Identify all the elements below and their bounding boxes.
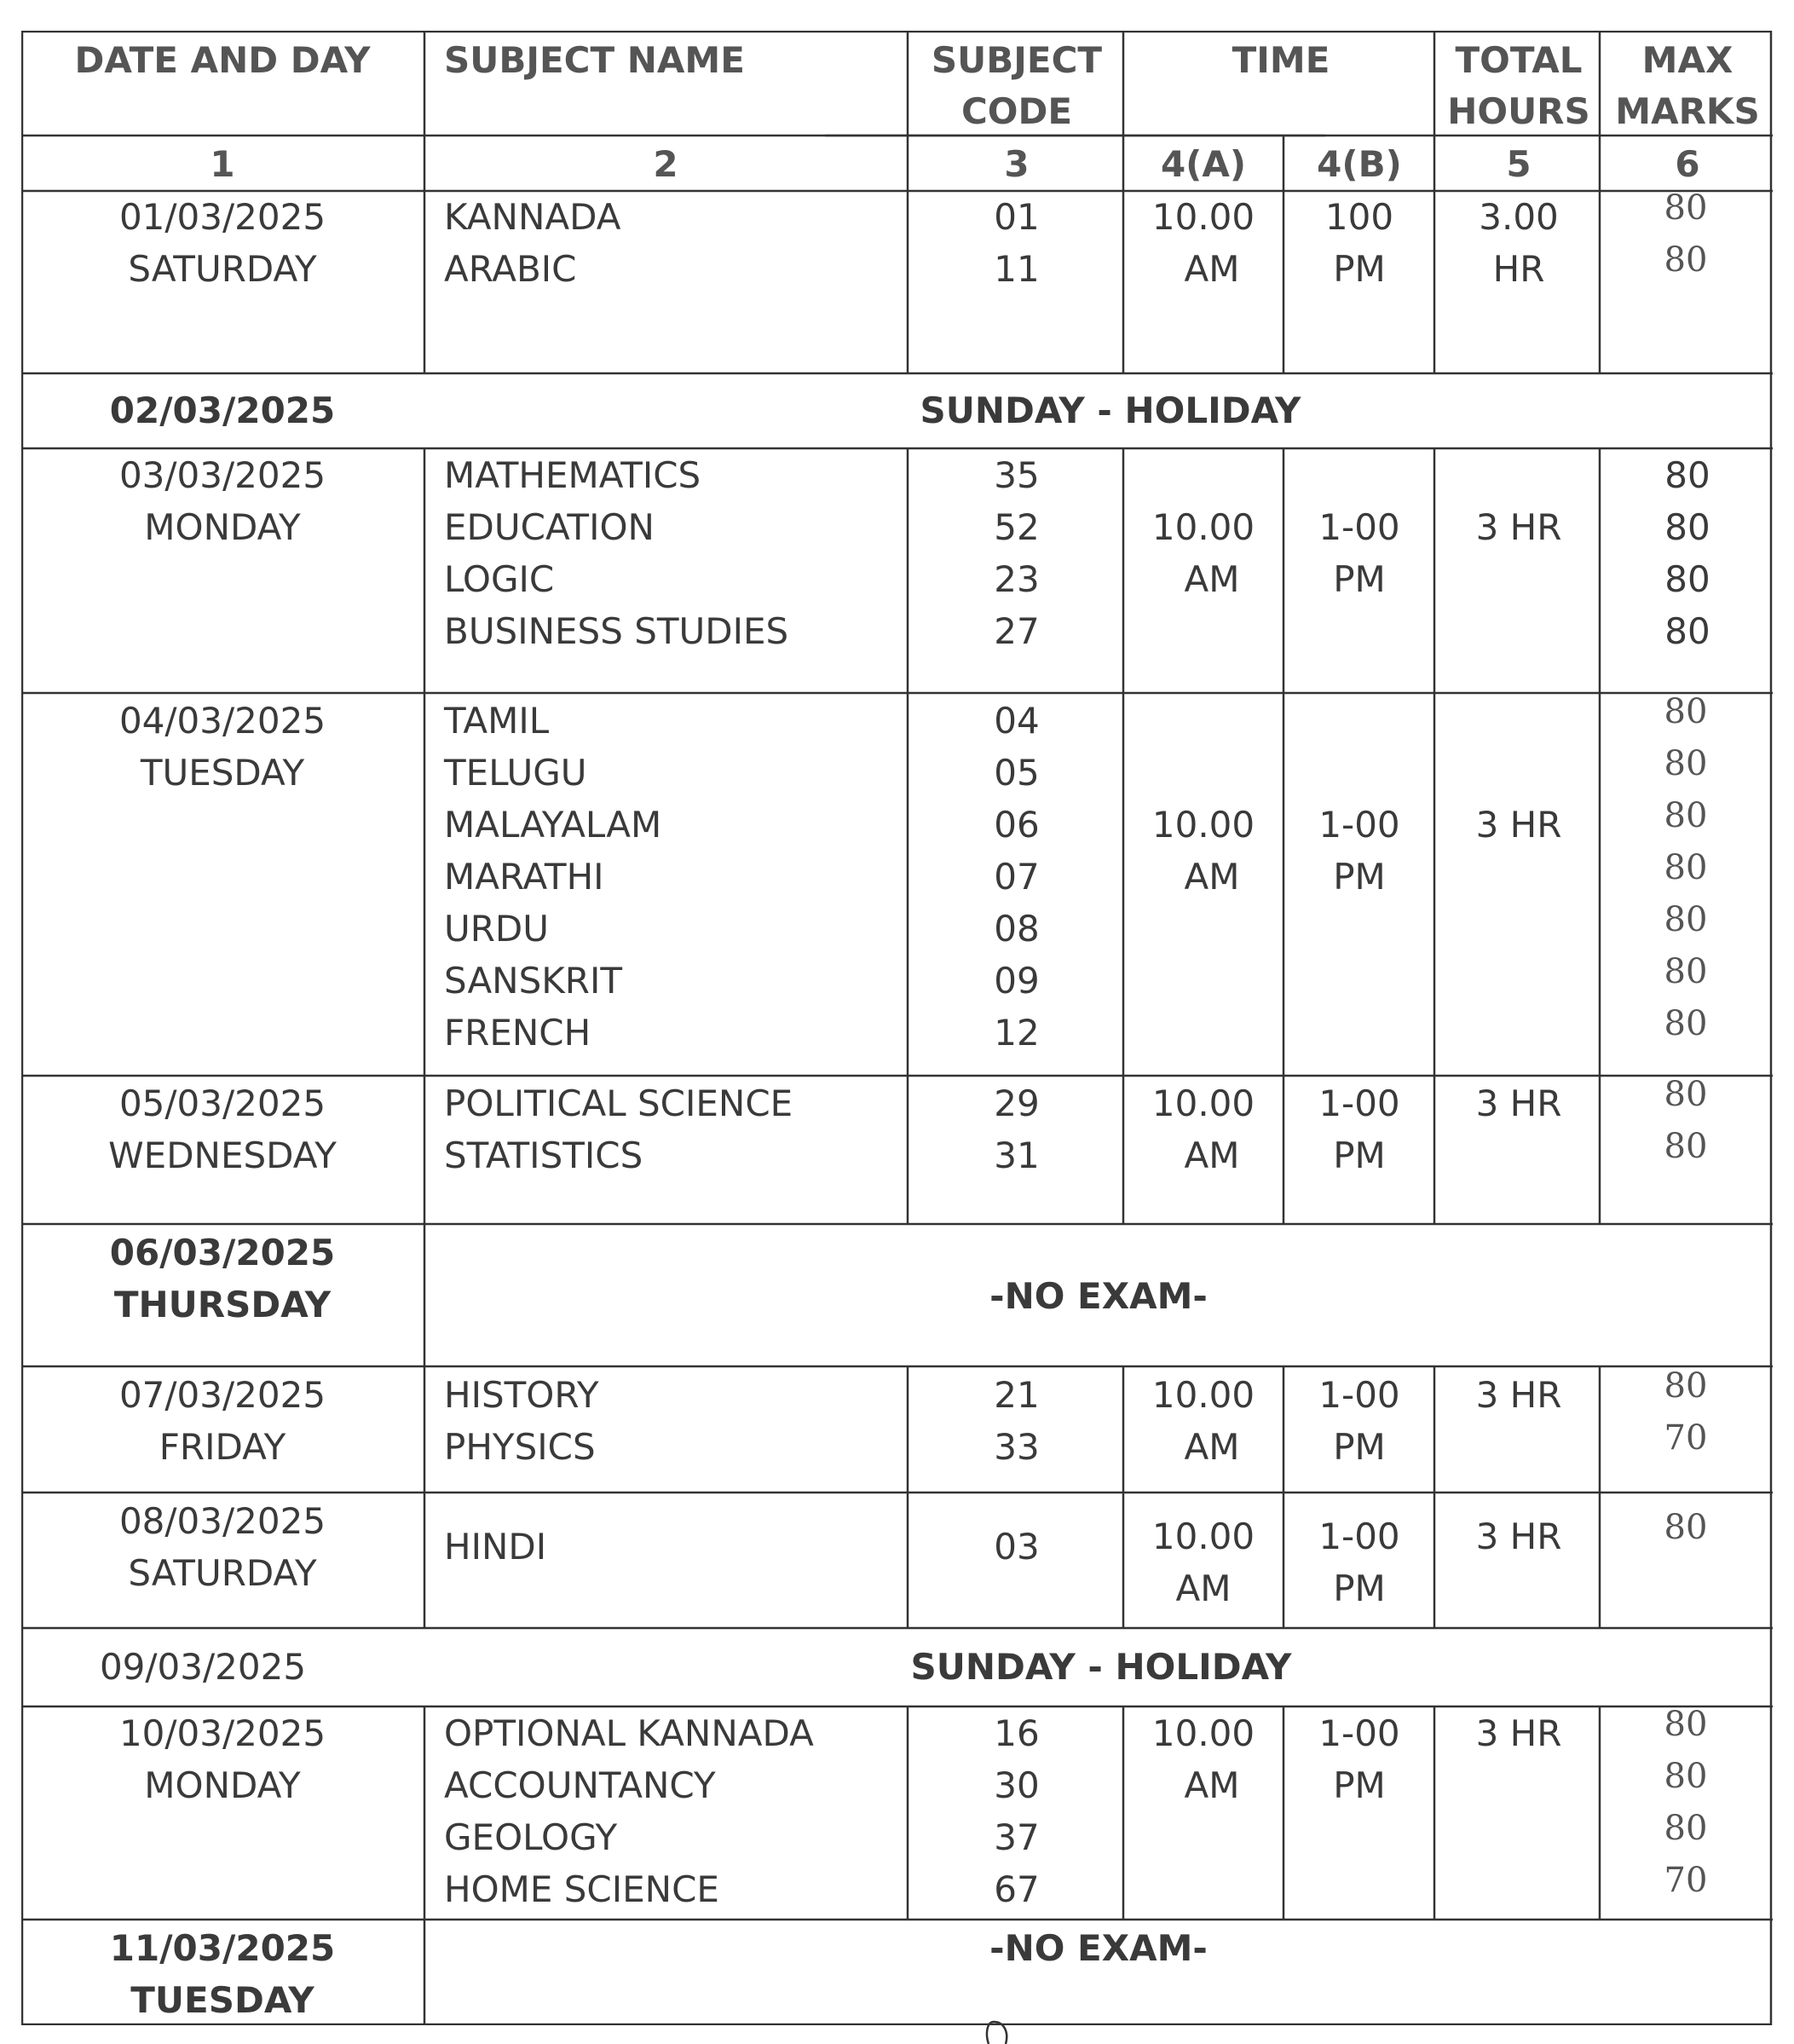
max-marks: 80 <box>1664 610 1710 652</box>
max-marks: 70 <box>1664 1861 1708 1900</box>
subject-code: 21 <box>994 1374 1040 1416</box>
no-exam-note: -NO EXAM- <box>989 1927 1208 1969</box>
subject-code: 09 <box>994 960 1040 1002</box>
row-date: 10/03/2025 <box>118 1712 326 1754</box>
row-date: 08/03/2025 <box>118 1500 326 1542</box>
row-date: 06/03/2025 <box>109 1232 336 1273</box>
subject-code: 05 <box>994 752 1040 794</box>
subject-name: LOGIC <box>444 558 555 600</box>
subject-code: 04 <box>994 700 1040 742</box>
max-marks: 80 <box>1664 1127 1708 1166</box>
subject-name: POLITICAL SCIENCE <box>444 1083 793 1124</box>
max-marks: 80 <box>1664 558 1710 600</box>
header-time: TIME <box>1232 39 1330 81</box>
header-total-hours-line2: HOURS <box>1447 90 1590 132</box>
col-number-3: 3 <box>1004 143 1030 185</box>
col-number-4b: 4(B) <box>1317 143 1402 185</box>
end-time-ampm: PM <box>1333 1568 1386 1609</box>
row-day: TUESDAY <box>130 1979 314 2021</box>
max-marks: 80 <box>1664 240 1708 280</box>
end-time-ampm: PM <box>1333 558 1386 600</box>
subject-code: 29 <box>994 1083 1040 1124</box>
start-time-ampm: AM <box>1184 1426 1240 1468</box>
start-time: 10.00 <box>1151 804 1255 846</box>
start-time: 10.00 <box>1151 196 1255 238</box>
subject-name: HISTORY <box>444 1374 599 1416</box>
col-number-6: 6 <box>1675 143 1700 185</box>
col-number-1: 1 <box>210 143 235 185</box>
max-marks: 80 <box>1664 692 1708 731</box>
subject-code: 52 <box>994 506 1040 548</box>
exam-timetable <box>21 31 1773 2025</box>
end-time-ampm: PM <box>1333 1426 1386 1468</box>
max-marks: 80 <box>1664 1366 1708 1406</box>
max-marks: 80 <box>1664 1075 1708 1114</box>
row-date: 03/03/2025 <box>118 454 326 496</box>
header-subject-code-line1: SUBJECT <box>931 39 1103 81</box>
header-subject-code-line2: CODE <box>960 90 1073 132</box>
start-time-ampm: AM <box>1184 248 1240 290</box>
subject-name: KANNADA <box>444 196 621 238</box>
end-time: 1-00 <box>1318 804 1400 846</box>
max-marks: 80 <box>1664 952 1708 991</box>
max-marks: 80 <box>1664 1705 1708 1744</box>
row-date: 02/03/2025 <box>109 390 336 431</box>
max-marks: 80 <box>1664 1809 1708 1848</box>
subject-code: 12 <box>994 1012 1040 1054</box>
end-time: 1-00 <box>1318 1374 1400 1416</box>
row-day: MONDAY <box>144 506 301 548</box>
start-time: 10.00 <box>1151 1083 1255 1124</box>
row-date: 05/03/2025 <box>118 1083 326 1124</box>
holiday-note: SUNDAY - HOLIDAY <box>920 390 1301 431</box>
subject-code: 30 <box>994 1764 1040 1806</box>
start-time-ampm: AM <box>1184 856 1240 898</box>
end-time: 1-00 <box>1318 506 1400 548</box>
subject-code: 33 <box>994 1426 1040 1468</box>
header-max-marks-line1: MAX <box>1641 39 1733 81</box>
col-number-5: 5 <box>1506 143 1532 185</box>
header-max-marks-line2: MARKS <box>1615 90 1760 132</box>
row-day: TUESDAY <box>140 752 305 794</box>
subject-name: HOME SCIENCE <box>444 1868 719 1910</box>
subject-name: EDUCATION <box>444 506 655 548</box>
row-day: FRIDAY <box>159 1426 286 1468</box>
max-marks: 80 <box>1664 744 1708 783</box>
subject-name: ARABIC <box>444 248 577 290</box>
start-time: 10.00 <box>1151 506 1255 548</box>
max-marks: 80 <box>1664 900 1708 939</box>
total-hours: 3 HR <box>1475 1712 1562 1754</box>
row-day: SATURDAY <box>128 1552 317 1594</box>
max-marks: 80 <box>1664 1004 1708 1043</box>
total-hours: 3 HR <box>1475 1374 1562 1416</box>
subject-name: STATISTICS <box>444 1135 643 1176</box>
subject-name: TAMIL <box>444 700 550 742</box>
subject-name: ACCOUNTANCY <box>444 1764 716 1806</box>
subject-code: 08 <box>994 908 1040 950</box>
start-time: 10.00 <box>1151 1516 1255 1557</box>
end-time: 1-00 <box>1318 1712 1400 1754</box>
header-total-hours-line1: TOTAL <box>1455 39 1583 81</box>
subject-name: MATHEMATICS <box>444 454 701 496</box>
start-time: 10.00 <box>1151 1712 1255 1754</box>
start-time-ampm: AM <box>1184 1764 1240 1806</box>
subject-code: 06 <box>994 804 1040 846</box>
start-time-ampm: AM <box>1184 558 1240 600</box>
subject-name: BUSINESS STUDIES <box>444 610 789 652</box>
subject-name: GEOLOGY <box>444 1816 618 1858</box>
start-time-ampm: AM <box>1184 1135 1240 1176</box>
max-marks: 80 <box>1664 454 1710 496</box>
holiday-note: SUNDAY - HOLIDAY <box>910 1646 1292 1688</box>
total-hours: 3.00 <box>1479 196 1559 238</box>
col-number-4a: 4(A) <box>1160 143 1247 185</box>
row-day: THURSDAY <box>113 1284 332 1325</box>
total-hours: 3 HR <box>1475 1516 1562 1557</box>
header-date-and-day: DATE AND DAY <box>74 39 371 81</box>
total-hours-unit: HR <box>1492 248 1545 290</box>
start-time: 10.00 <box>1151 1374 1255 1416</box>
subject-code: 07 <box>994 856 1040 898</box>
subject-code: 03 <box>994 1526 1040 1568</box>
row-date: 11/03/2025 <box>109 1927 336 1969</box>
subject-name: OPTIONAL KANNADA <box>444 1712 814 1754</box>
row-day: WEDNESDAY <box>108 1135 337 1176</box>
start-time-ampm: AM <box>1175 1568 1232 1609</box>
end-time: 1-00 <box>1318 1516 1400 1557</box>
total-hours: 3 HR <box>1475 1083 1562 1124</box>
subject-name: HINDI <box>444 1526 547 1568</box>
subject-code: 35 <box>994 454 1040 496</box>
subject-name: MARATHI <box>444 856 604 898</box>
end-time: 1-00 <box>1318 1083 1400 1124</box>
total-hours: 3 HR <box>1475 804 1562 846</box>
max-marks: 80 <box>1664 506 1710 548</box>
row-date: 01/03/2025 <box>118 196 326 238</box>
subject-code: 31 <box>994 1135 1040 1176</box>
row-date: 07/03/2025 <box>118 1374 326 1416</box>
col-number-2: 2 <box>653 143 678 185</box>
subject-code: 27 <box>994 610 1040 652</box>
subject-code: 11 <box>994 248 1040 290</box>
subject-name: TELUGU <box>444 752 587 794</box>
end-time-ampm: PM <box>1333 856 1386 898</box>
max-marks: 70 <box>1664 1418 1708 1458</box>
subject-code: 67 <box>994 1868 1040 1910</box>
subject-code: 01 <box>994 196 1040 238</box>
subject-name: SANSKRIT <box>444 960 623 1002</box>
subject-code: 37 <box>994 1816 1040 1858</box>
subject-name: PHYSICS <box>444 1426 596 1468</box>
subject-code: 16 <box>994 1712 1040 1754</box>
total-hours: 3 HR <box>1475 506 1562 548</box>
handwritten-signature-mark <box>980 2018 1031 2044</box>
end-time-ampm: PM <box>1333 248 1386 290</box>
header-subject-name: SUBJECT NAME <box>444 39 745 81</box>
max-marks: 80 <box>1664 1508 1708 1547</box>
no-exam-note: -NO EXAM- <box>989 1275 1208 1317</box>
row-date: 04/03/2025 <box>118 700 326 742</box>
subject-name: URDU <box>444 908 550 950</box>
subject-name: FRENCH <box>444 1012 591 1054</box>
end-time-ampm: PM <box>1333 1135 1386 1176</box>
row-date: 09/03/2025 <box>99 1646 307 1688</box>
end-time: 100 <box>1324 196 1394 238</box>
max-marks: 80 <box>1664 848 1708 887</box>
end-time-ampm: PM <box>1333 1764 1386 1806</box>
max-marks: 80 <box>1664 796 1708 835</box>
subject-code: 23 <box>994 558 1040 600</box>
max-marks: 80 <box>1664 188 1708 228</box>
subject-name: MALAYALAM <box>444 804 662 846</box>
row-day: MONDAY <box>144 1764 301 1806</box>
row-day: SATURDAY <box>128 248 317 290</box>
max-marks: 80 <box>1664 1757 1708 1796</box>
